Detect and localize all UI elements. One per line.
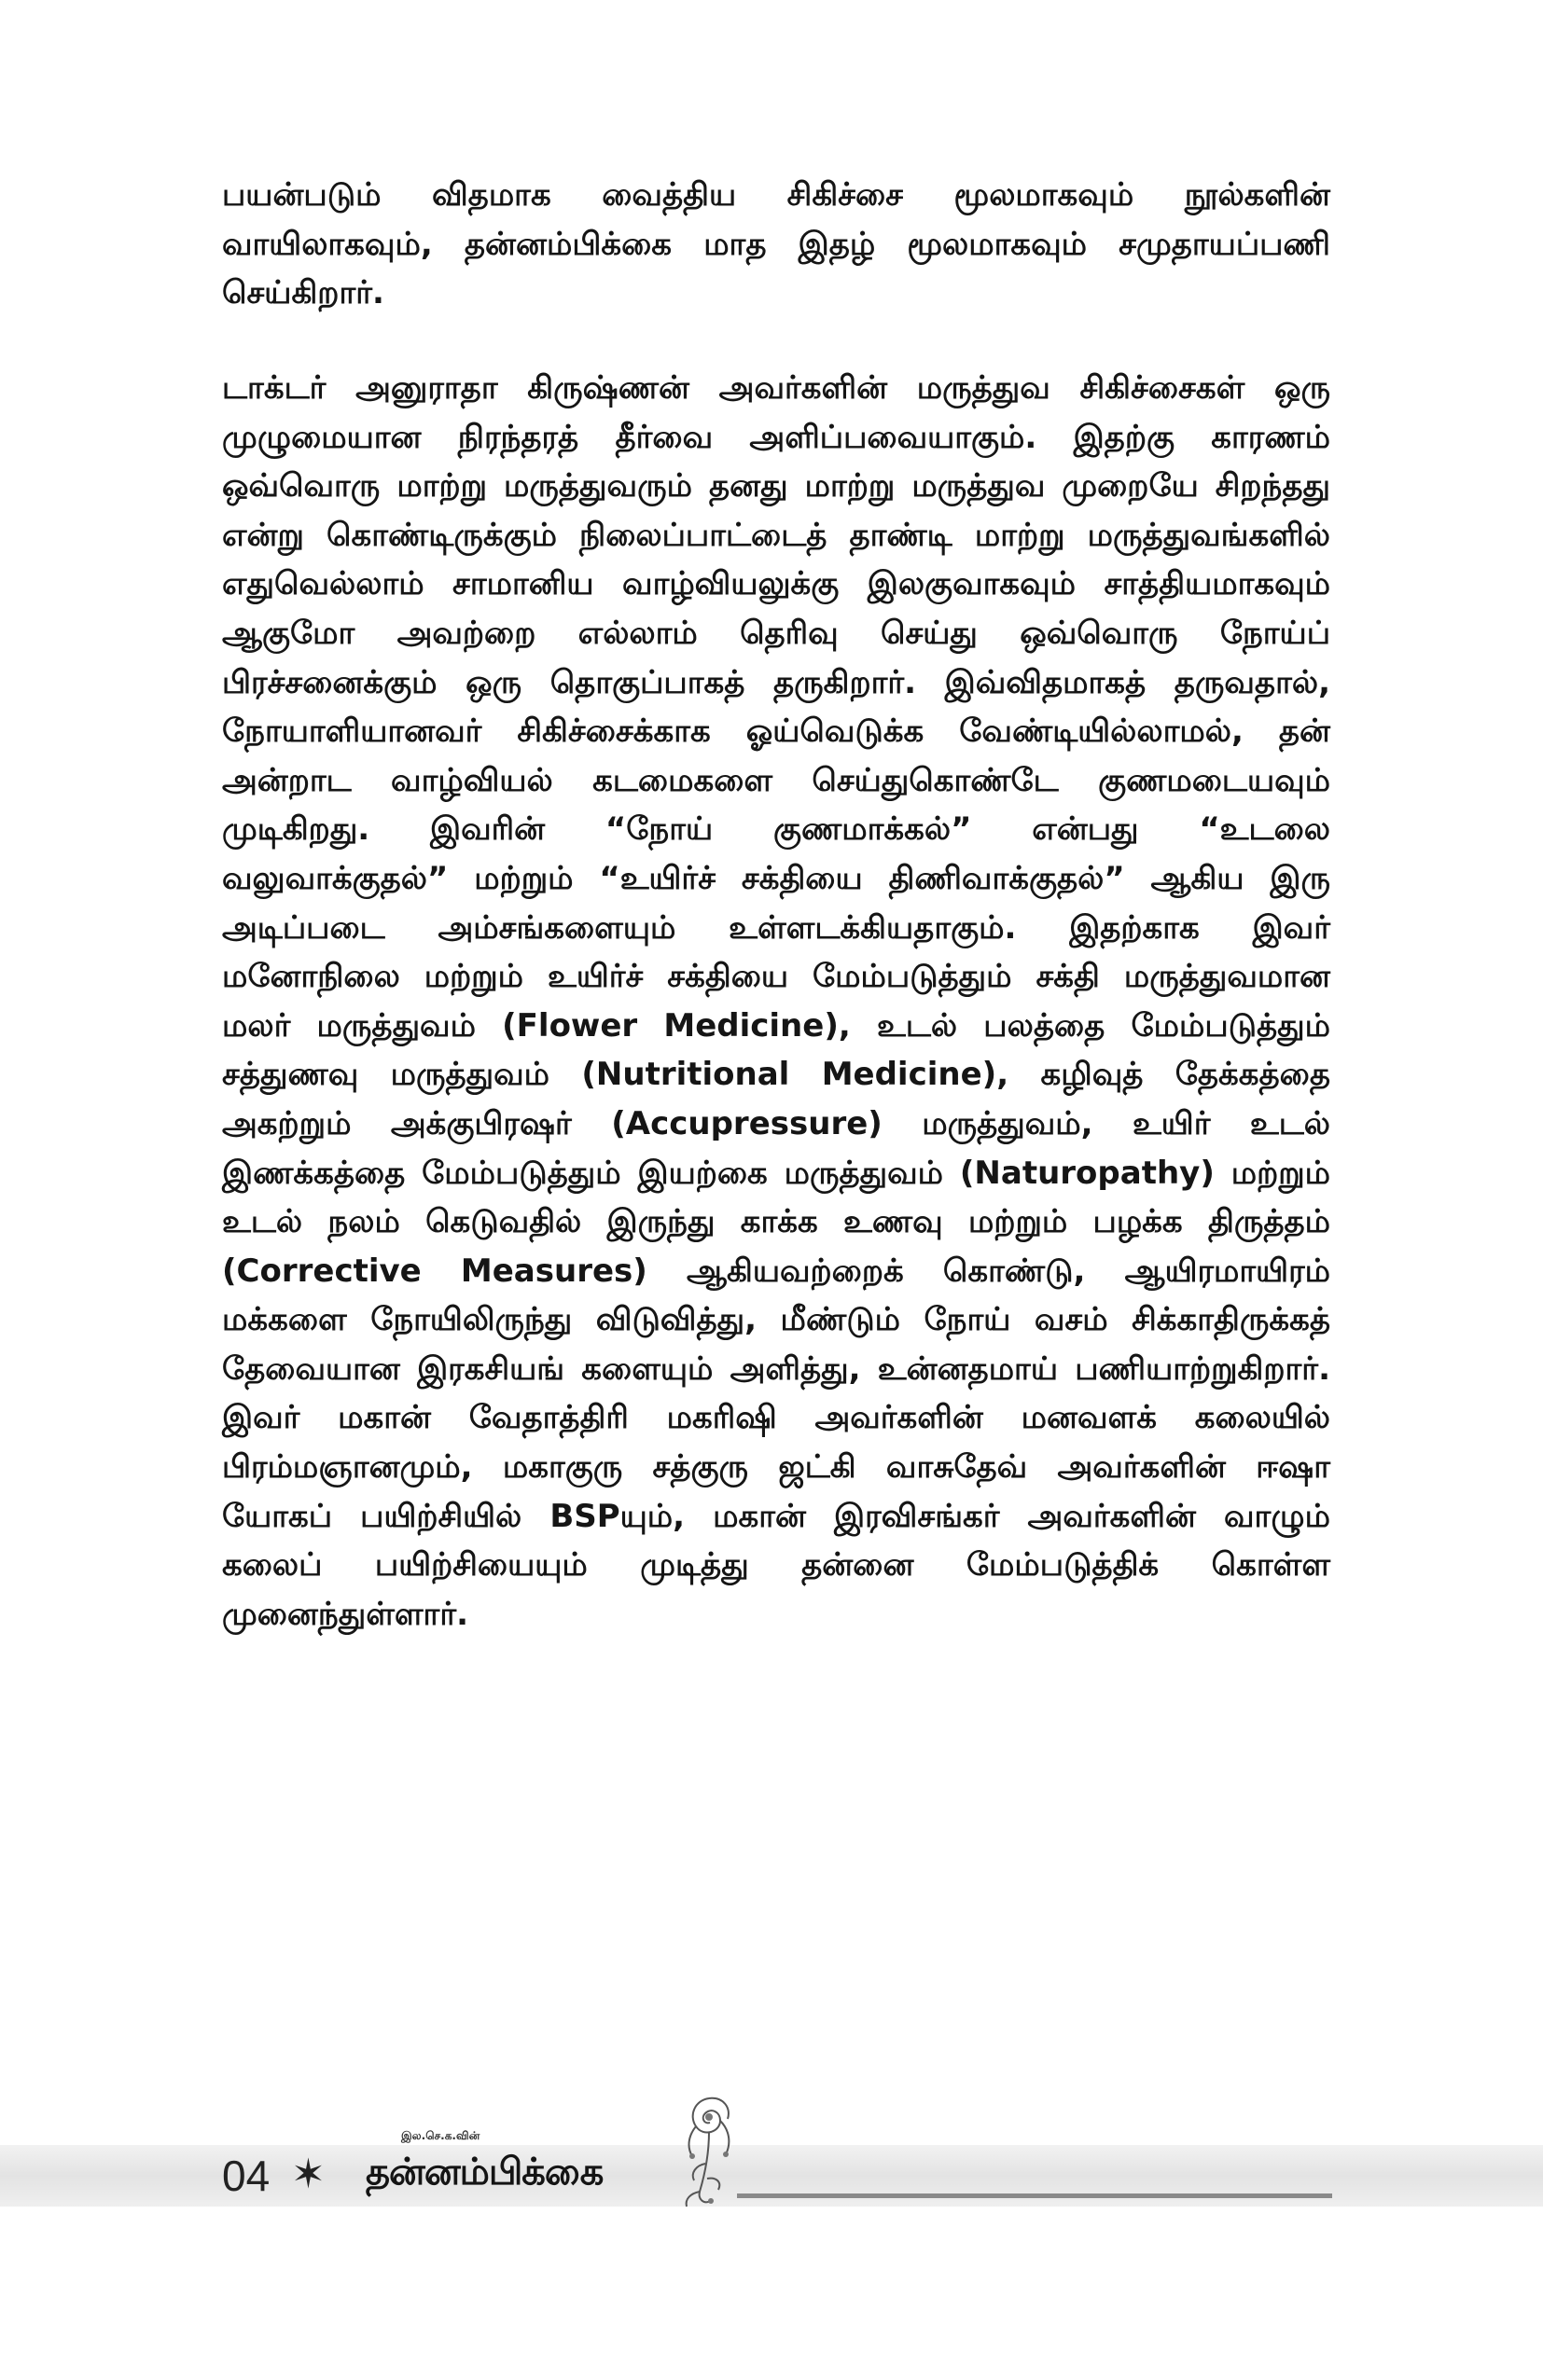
floral-ornament-icon	[672, 2089, 746, 2210]
brand-caption: இல.செ.க.வின்	[401, 2129, 480, 2142]
body-paragraph-2: டாக்டர் அனுராதா கிருஷ்ணன் அவர்களின் மருத்துவ சிகிச்சைகள் ஒரு முழுமையான நிரந்தரத் தீர்வை அளிப்பவையாகும். இதற்கு காரணம் ஒவ்வொரு மாற்று மருத்துவரும் தனது மாற்று மருத்துவ முறையே சிறந்தது என்று கொண்டிருக்கும் நிலைப்பாட்டைத் தாண்டி மாற்று மருத்துவங்களில் எதுவெல்லாம் சாமானிய வாழ்வியலுக்கு இலகுவாகவும் சாத்தியமாகவும் ஆகுமோ அவற்றை எல்லாம் தெரிவு செய்து ஒவ்வொரு நோய்ப் பிரச்சனைக்கும் ஒரு தொகுப்பாகத் தருகிறார். இவ்விதமாகத் தருவதால், நோயாளியானவர் சிகிச்சைக்காக ஓய்வெடுக்க வேண்டியில்லாமல், தன் அன்றாட வாழ்வியல் கடமைகளை செய்துகொண்டே குணமடையவும் முடிகிறது. இவரின் “நோய் குணமாக்கல்” என்பது “உடலை வலுவாக்குதல்” மற்றும் “உயிர்ச் சக்தியை திணிவாக்குதல்” ஆகிய இரு அடிப்படை அம்சங்களையும் உள்ளடக்கியதாகும். இதற்காக இவர் மனோநிலை மற்றும் உயிர்ச் சக்தியை மேம்படுத்தும் சக்தி மருத்துவமான மலர் மருத்துவம் (Flower Medicine), உடல் பலத்தை மேம்படுத்தும் சத்துணவு மருத்துவம் (Nutritional Medicine), கழிவுத் தேக்கத்தை அகற்றும் அக்குபிரஷர் (Accupressure) மருத்துவம், உயிர் உடல் இணக்கத்தை மேம்படுத்தும் இயற்கை மருத்துவம் (Naturopathy) மற்றும் உடல் நலம் கெடுவதில் இருந்து காக்க உணவு மற்றும் பழக்க திருத்தம் (Corrective Measures) ஆகியவற்றைக் கொண்டு, ஆயிரமாயிரம் மக்களை நோயிலிருந்து விடுவித்து, மீண்டும் நோய் வசம் சிக்காதிருக்கத் தேவையான இரகசியங் களையும் அளித்து, உன்னதமாய் பணியாற்றுகிறார். இவர் மகான் வேதாத்திரி மகரிஷி அவர்களின் மனவளக் கலையில் பிரம்மஞானமும், மகாகுரு சத்குரு ஜட்கி வாசுதேவ் அவர்களின் ஈஷா யோகப் பயிற்சியில் BSPயும், மகான் இரவிசங்கர் அவர்களின் வாழும் கலைப் பயிற்சியையும் முடித்து தன்னை மேம்படுத்திக் கொள்ள முனைந்துள்ளார்.	[222, 369, 1330, 1633]
brand-title: தன்னம்பிக்கை	[366, 2151, 604, 2193]
page-number: 04	[222, 2152, 271, 2200]
six-pointed-star-icon: ✶	[291, 2151, 326, 2198]
footer-rule	[737, 2193, 1332, 2198]
body-paragraph-1: பயன்படும் விதமாக வைத்திய சிகிச்சை மூலமாகவும் நூல்களின் வாயிலாகவும், தன்னம்பிக்கை மாத இதழ் மூலமாகவும் சமுதாயப்பணி செய்கிறார்.	[222, 176, 1330, 312]
